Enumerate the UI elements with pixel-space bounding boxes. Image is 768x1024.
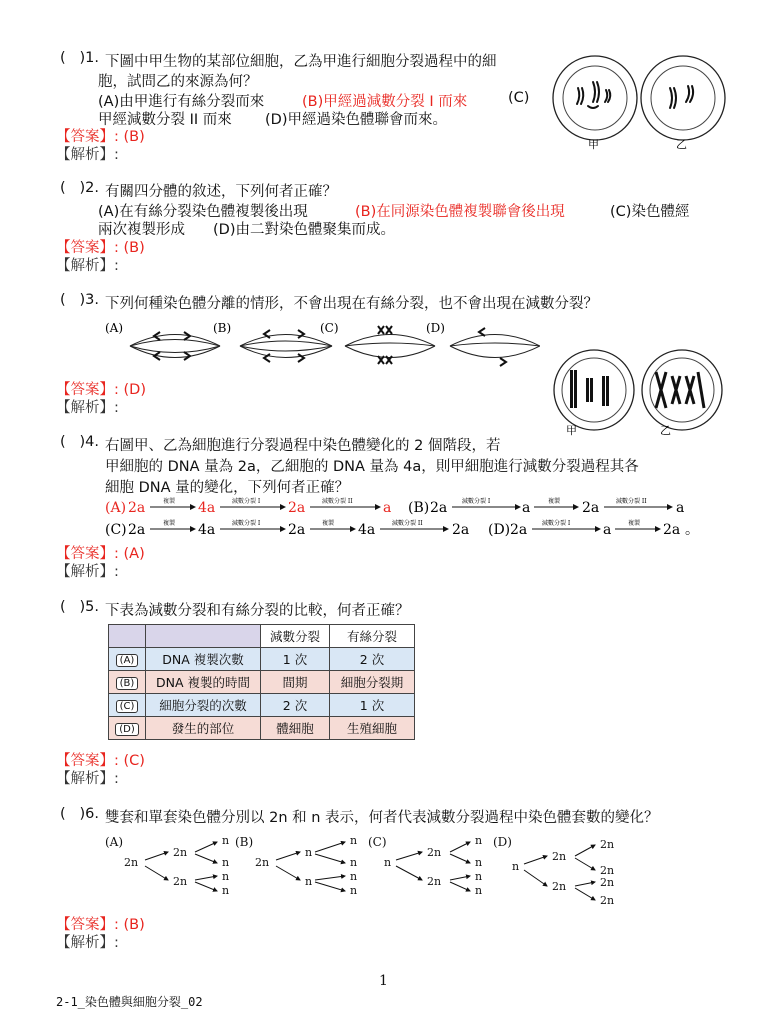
q1-option-d: (D)甲經過染色體聯會而來。 bbox=[265, 112, 447, 128]
svg-text:減數分裂 I: 減數分裂 I bbox=[232, 498, 261, 505]
svg-text:n: n bbox=[222, 856, 230, 869]
col-mitosis: 有絲分裂 bbox=[330, 625, 415, 648]
svg-text:減數分裂 II: 減數分裂 II bbox=[322, 498, 353, 505]
q1-option-c: 甲經減數分裂 II 而來 bbox=[98, 112, 232, 128]
q3-label-c: (C) bbox=[320, 321, 339, 335]
svg-text:複製: 複製 bbox=[322, 520, 335, 527]
q3-explanation-label: 【解析】: bbox=[56, 400, 119, 416]
q4-option-d: (D) bbox=[488, 522, 511, 538]
svg-text:複製: 複製 bbox=[628, 520, 641, 527]
svg-text:2a: 2a bbox=[452, 522, 470, 538]
q1-stem-line2: 胞，試問乙的來源為何？ bbox=[98, 74, 258, 90]
svg-text:2a: 2a bbox=[582, 500, 600, 516]
table-row: (B) DNA 複製的時間 間期 細胞分裂期 bbox=[109, 671, 415, 694]
table-row: (C) 細胞分裂的次數 2 次 1 次 bbox=[109, 694, 415, 717]
q4-option-c: (C) bbox=[105, 522, 127, 538]
q2-option-b: (B)在同源染色體複製聯會後出現 bbox=[355, 204, 565, 220]
q2-option-a: (A)在有絲分裂染色體複製後出現 bbox=[98, 204, 308, 220]
svg-text:2n: 2n bbox=[600, 838, 615, 851]
q6-explanation-label: 【解析】: bbox=[56, 935, 119, 951]
q5-comparison-table bbox=[108, 624, 415, 740]
svg-text:複製: 複製 bbox=[548, 498, 561, 505]
q3-stem: 下列何種染色體分離的情形，不會出現在有絲分裂，也不會出現在減數分裂？ bbox=[105, 296, 598, 312]
q3-number: ( )3. bbox=[60, 292, 99, 308]
q1-stem-line1: 下圖中甲生物的某部位細胞，乙為甲進行細胞分裂過程中的細 bbox=[105, 54, 497, 70]
svg-text:2a: 2a bbox=[430, 500, 448, 516]
q5-stem: 下表為減數分裂和有絲分裂的比較，何者正確？ bbox=[105, 603, 410, 619]
table-header-row bbox=[109, 625, 415, 648]
svg-text:2n: 2n bbox=[124, 856, 139, 869]
svg-text:2n: 2n bbox=[255, 856, 270, 869]
svg-text:n: n bbox=[350, 856, 358, 869]
svg-text:2n: 2n bbox=[173, 846, 188, 859]
q4-explanation-label: 【解析】: bbox=[56, 564, 119, 580]
q2-option-c: (C)染色體經 bbox=[610, 204, 690, 220]
svg-text:2a: 2a bbox=[510, 522, 528, 538]
q1-option-b: (B)甲經過減數分裂 I 而來 bbox=[302, 94, 468, 110]
q3-label-b: (B) bbox=[213, 321, 232, 335]
svg-text:4a: 4a bbox=[198, 500, 216, 516]
svg-text:a: a bbox=[603, 522, 612, 538]
q5-number: ( )5. bbox=[60, 599, 99, 615]
q4-stem-line1: 右圖甲、乙為細胞進行分裂過程中染色體變化的 2 個階段，若 bbox=[105, 438, 501, 454]
svg-text:2n: 2n bbox=[427, 875, 442, 888]
q2-option-d: (D)由二對染色體聚集而成。 bbox=[213, 222, 395, 238]
q1-explanation-label: 【解析】: bbox=[56, 147, 119, 163]
svg-text:a: a bbox=[676, 500, 685, 516]
svg-text:2a: 2a bbox=[128, 500, 146, 516]
svg-text:n: n bbox=[305, 875, 313, 888]
svg-text:2a: 2a bbox=[288, 500, 306, 516]
svg-text:n: n bbox=[222, 884, 230, 897]
svg-text:n: n bbox=[350, 834, 358, 847]
q1-fig-label-b: 乙 bbox=[676, 138, 687, 151]
q5-answer: 【答案】: (C) bbox=[56, 753, 145, 769]
svg-text:複製: 複製 bbox=[163, 520, 176, 527]
svg-text:減數分裂 II: 減數分裂 II bbox=[392, 520, 423, 527]
table-row: (A) DNA 複製次數 1 次 2 次 bbox=[109, 648, 415, 671]
svg-text:n: n bbox=[475, 884, 483, 897]
svg-text:n: n bbox=[305, 846, 313, 859]
svg-text:2n: 2n bbox=[427, 846, 442, 859]
q2-stem: 有關四分體的敘述，下列何者正確？ bbox=[105, 184, 337, 200]
svg-text:減數分裂 II: 減數分裂 II bbox=[616, 498, 647, 505]
svg-text:n: n bbox=[512, 860, 520, 873]
svg-text:2n: 2n bbox=[600, 876, 615, 889]
q3-label-d: (D) bbox=[426, 321, 445, 335]
table-row: (D) 發生的部位 體細胞 生殖細胞 bbox=[109, 717, 415, 740]
q1-cell-figure bbox=[548, 52, 748, 152]
q2-option-c-cont: 兩次複製形成 bbox=[98, 222, 185, 238]
q4-fig-label-b: 乙 bbox=[660, 424, 671, 436]
q4-option-a: (A) bbox=[105, 500, 127, 516]
q6-label-a: (A) bbox=[105, 835, 124, 849]
q6-label-d: (D) bbox=[493, 835, 512, 849]
q2-number: ( )2. bbox=[60, 180, 99, 196]
q4-options-figure bbox=[100, 494, 720, 546]
q1-answer: 【答案】: (B) bbox=[56, 129, 145, 145]
svg-text:n: n bbox=[222, 834, 230, 847]
svg-text:複製: 複製 bbox=[163, 498, 176, 505]
col-meiosis: 減數分裂 bbox=[261, 625, 330, 648]
q4-answer: 【答案】: (A) bbox=[56, 546, 145, 562]
q4-number: ( )4. bbox=[60, 434, 99, 450]
q1-option-c-prefix: (C) bbox=[508, 90, 530, 106]
svg-text:2a: 2a bbox=[128, 522, 146, 538]
svg-text:n: n bbox=[222, 870, 230, 883]
svg-text:n: n bbox=[475, 870, 483, 883]
svg-text:2a: 2a bbox=[663, 522, 681, 538]
svg-text:減數分裂 I: 減數分裂 I bbox=[542, 520, 571, 527]
svg-text:2n: 2n bbox=[600, 864, 615, 877]
svg-text:n: n bbox=[350, 870, 358, 883]
q6-stem: 雙套和單套染色體分別以 2n 和 n 表示，何者代表減數分裂過程中染色體套數的變化？ bbox=[105, 810, 659, 826]
svg-text:減數分裂 I: 減數分裂 I bbox=[462, 498, 491, 505]
svg-text:2n: 2n bbox=[173, 875, 188, 888]
q6-answer: 【答案】: (B) bbox=[56, 917, 145, 933]
svg-text:n: n bbox=[350, 884, 358, 897]
svg-text:2n: 2n bbox=[552, 880, 567, 893]
q4-stem-line2: 甲細胞的 DNA 量為 2a，乙細胞的 DNA 量為 4a，則甲細胞進行減數分裂過程其各 bbox=[105, 459, 639, 475]
svg-text:n: n bbox=[475, 834, 483, 847]
q3-label-a: (A) bbox=[105, 321, 124, 335]
svg-text:。: 。 bbox=[685, 522, 699, 538]
page-number: 1 bbox=[379, 973, 388, 989]
q1-number: ( )1. bbox=[60, 50, 99, 66]
q1-option-a: (A)由甲進行有絲分裂而來 bbox=[98, 94, 265, 110]
q1-fig-label-a: 甲 bbox=[588, 138, 599, 151]
q2-explanation-label: 【解析】: bbox=[56, 258, 119, 274]
q4-option-b: (B) bbox=[408, 500, 430, 516]
svg-text:4a: 4a bbox=[358, 522, 376, 538]
q4-chromosome-figure bbox=[548, 348, 748, 436]
q6-label-b: (B) bbox=[235, 835, 254, 849]
svg-text:減數分裂 I: 減數分裂 I bbox=[232, 520, 261, 527]
svg-text:2a: 2a bbox=[288, 522, 306, 538]
q6-ploidy-figures bbox=[100, 830, 640, 910]
q4-fig-label-a: 甲 bbox=[566, 424, 577, 436]
svg-text:n: n bbox=[384, 856, 392, 869]
q6-number: ( )6. bbox=[60, 806, 99, 822]
svg-text:2n: 2n bbox=[552, 850, 567, 863]
q4-stem-line3: 細胞 DNA 量的變化，下列何者正確？ bbox=[105, 480, 350, 496]
footer-filename: 2-1_染色體與細胞分裂_02 bbox=[56, 995, 203, 1009]
q2-answer: 【答案】: (B) bbox=[56, 240, 145, 256]
svg-text:a: a bbox=[383, 500, 392, 516]
q3-separation-figures bbox=[100, 318, 540, 376]
q5-explanation-label: 【解析】: bbox=[56, 771, 119, 787]
svg-text:a: a bbox=[522, 500, 531, 516]
svg-text:2n: 2n bbox=[600, 894, 615, 907]
svg-text:n: n bbox=[475, 856, 483, 869]
q3-answer: 【答案】: (D) bbox=[56, 382, 146, 398]
svg-text:4a: 4a bbox=[198, 522, 216, 538]
q6-label-c: (C) bbox=[368, 835, 387, 849]
